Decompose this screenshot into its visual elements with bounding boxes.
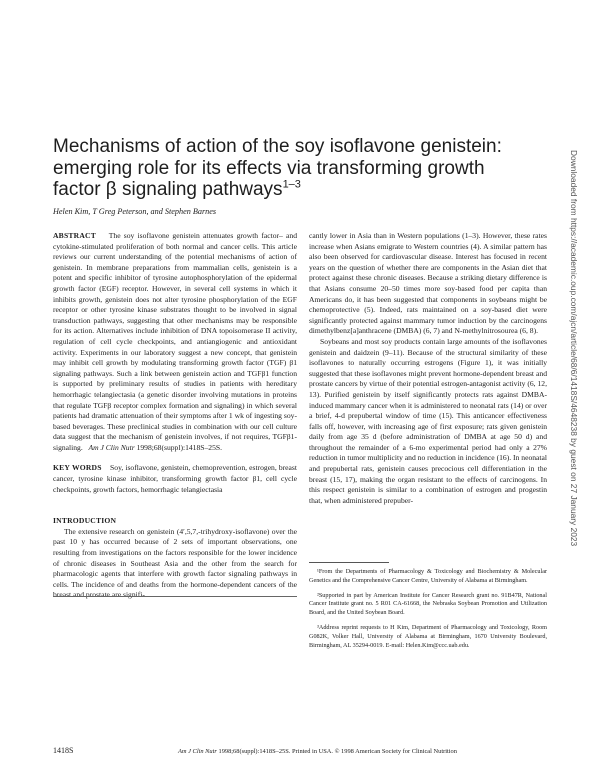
abstract-journal: Am J Clin Nutr <box>88 442 135 452</box>
download-watermark <box>568 150 582 570</box>
keywords <box>53 463 297 495</box>
left-column <box>53 231 297 601</box>
abstract <box>53 231 297 453</box>
body-paragraph-1: cantly lower in Asia than in Western populations (1–3). However, these rates increase when Asians emigrate to Western countries (4). A similar pattern has also been observed for cardiovascular disease. Interest has focused in recent years on the question of whether there are components in the Asian diet that protect against these chronic diseases. Because a striking dietary difference is that Asians consume 20–50 times more soy-based food per capita than Americans do, it has been suggested that components in soybeans might be chemoprotective (5). Indeed, rats maintained on a soy-based diet were significantly protected against mammary tumor induction by the carcinogens dimethylbenz[a]anthracene (DMBA) (6, 7) and N-methylnitrosourea (6, 8). <box>309 231 547 336</box>
title-text: Mechanisms of action of the soy isoflavone genistein: emerging role for its effects via transforming growth factor β signaling pathways <box>53 136 502 200</box>
download-watermark-text: Downloaded from https://academic.oup.com/ajcn/article/68/6/1418S/4648238 by guest on 27 January 2023 <box>569 150 579 547</box>
abstract-label: ABSTRACT <box>53 231 96 240</box>
author-list: Helen Kim, T Greg Peterson, and Stephen Barnes <box>53 207 217 216</box>
page-number: 1418S <box>53 746 74 755</box>
keywords-body: Soy, isoflavone, genistein, chemoprevention, estrogen, breast cancer, tyrosine kinase inhibitor, transforming growth factor β1, cell cycle checkpoints, growth factors, hemorrhagic telangiectasia <box>53 463 297 494</box>
right-column <box>309 231 547 506</box>
introduction-paragraph: The extensive research on genistein (4′,5,7,-trihydroxy-isoflavone) over the past 10 y has occurred because of 2 sets of important observations, one resulting from investigations on the factors responsible for the lower incidence of chronic diseases in Southeast Asia and the other from the search for pharmacologic agents that interfere with growth factor signaling pathways in cells. The incidence of and deaths from the hormone-dependent cancers of the breast and prostate are signifi- <box>53 526 297 600</box>
footer-journal: Am J Clin Nutr <box>178 748 217 755</box>
footnote-address: ³Address reprint requests to H Kim, Department of Pharmacology and Toxicology, Room G082K, Volker Hall, University of Alabama at Birmingham, 1670 University Boulevard, Birmingham, AL 35294-0019. E-mail: Helen.Kim@ccc.uab.edu. <box>309 623 547 649</box>
footnote-funding: ²Supported in part by American Institute for Cancer Research grant no. 91B47R, National Cancer Institute grant no. 5 R01 CA-61668, the Nebraska Soybean Promotion and Utilization Board, and the United Soybean Board. <box>309 591 547 617</box>
abstract-citation: 1998;68(suppl):1418S–25S. <box>136 442 222 452</box>
footnotes <box>309 568 547 656</box>
footnote-affiliation: ¹From the Departments of Pharmacology & Toxicology and Biochemistry & Molecular Genetics and the Comprehensive Cancer Centre, University of Alabama at Birmingham. <box>309 568 547 584</box>
footnote-divider <box>309 562 389 563</box>
title-footnote-marker: 1–3 <box>282 178 301 191</box>
section-divider <box>53 596 297 597</box>
abstract-body: The soy isoflavone genistein attenuates growth factor– and cytokine-stimulated proliferation of both normal and cancer cells. This article reviews our current understanding of the potential mechanisms of action of genistein. In membrane preparations from mammalian cells, genistein is a potent and specific inhibitor of tyrosine autophosphorylation of the epidermal growth factor (EGF) receptor. However, in several cell systems in which it inhibits growth, genistein does not alter tyrosine phosphorylation of the EGF receptor or other tyrosine kinase substrates thought to be involved in signal transduction pathways, suggesting that other mechanisms may be responsible for its action. Alternatives include inhibition of DNA topoisomerase II activity, regulation of cell cycle checkpoints, and antiangiogenic and antioxidant activity. Experiments in our laboratory suggest a new concept, that genistein may inhibit cell growth by modulating transforming growth factor (TGF) β1 signaling pathways. Such a link between genistein action and TGFβ1 function is supported by preliminary results of studies in patients with hereditary hemorrhagic telangiectasia (a genetic disorder involving mutations in proteins that regulate TGFβ receptor complex formation and signaling) in which several patients had dramatic attenuation of their symptoms after 1 wk of ingesting soy-based beverages. These preclinical studies in combination with our cell culture data suggest that the mechanism of genistein involves, if not requires, TGFβ1-signaling. <box>53 231 297 452</box>
body-paragraph-2: Soybeans and most soy products contain large amounts of the isoflavones genistein and daidzein (9–11). Because of the structural similarity of these isoflavones to naturally occurring estrogens (Figure 1), it was initially suggested that these isoflavones might prevent hormone-dependent breast and prostate cancers by virtue of their potential estrogen-antagonist activity (6, 12, 13). Purified genistein by itself significantly protects rats against DMBA-induced mammary cancer when it is administered to neonatal rats (14) or over a brief, 4-d prepubertal window of time (15). This anticancer effectiveness falls off, however, with increasing age of first exposure; rats given genistein daily from age 35 d (before administration of DMBA at age 50 d) and throughout the remainder of a 6-mo experimental period had only a 27% reduction in tumor multiplicity and no reduction in incidence (16). In neonatal and prepubertal rats, genistein causes precocious cell differentiation in the breast (15, 17), making the organ resistant to the effects of carcinogens. In this respect genistein is similar to a combination of estrogen and progestin that, when administered prepuber- <box>309 336 547 505</box>
footer-citation <box>178 748 457 755</box>
article-title <box>53 136 523 201</box>
introduction-heading: INTRODUCTION <box>53 516 117 526</box>
keywords-label: KEY WORDS <box>53 463 102 473</box>
footer-citation-text: 1998;68(suppl):1418S–25S. Printed in USA. © 1998 American Society for Clinical Nutrition <box>218 748 457 755</box>
